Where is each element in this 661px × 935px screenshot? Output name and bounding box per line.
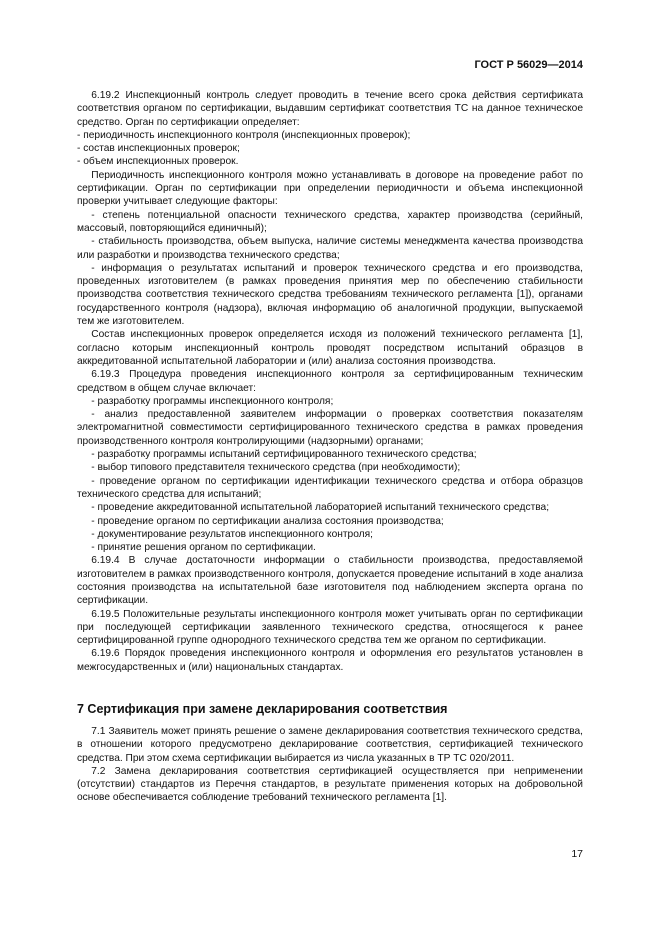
paragraph: 7.1 Заявитель может принять решение о замене декларирования соответствия технического средства, в отношении которого предусмотрено декларирование соответствия, сертификацией технического средства. При этом схема сертификации выбирается из числа указанных в ТР ТС 020/2011. xyxy=(77,726,583,764)
paragraph: - степень потенциальной опасности технического средства, характер производства (серийный, массовый, повторяющийся единичный); xyxy=(77,209,583,234)
paragraph: - стабильность производства, объем выпуска, наличие системы менеджмента качества производства или разработки и производства технического средства; xyxy=(77,236,583,261)
section-heading: 7 Сертификация при замене декларирования соответствия xyxy=(77,702,448,716)
body-text-block xyxy=(77,89,583,674)
paragraph: 7.2 Замена декларирования соответствия сертификацией осуществляется при неприменении (отсутствии) стандартов из Перечня стандартов, в результате применения которых на добровольной основе обеспечивается соблюдение требований технического регламента [1]. xyxy=(77,765,583,804)
paragraph: - состав инспекционных проверок; xyxy=(77,143,240,155)
paragraph: 6.19.5 Положительные результаты инспекционного контроля может учитывать орган по сертификации при последующей сертификации заявленного технического средства, относящегося к ранее сертифицированной группе однородного технического средства тем же органом по сертификации. xyxy=(77,608,583,647)
paragraph: 6.19.4 В случае достаточности информации о стабильности производства, предоставляемой изготовителем в рамках производственного контроля, допускается проведение испытаний в ходе анализа состояния производства на испытательной базе изготовителя под наблюдением эксперта органа по сертификации. xyxy=(77,555,583,607)
paragraph: - анализ предоставленной заявителем информации о проверках соответствия показателям электромагнитной совместимости сертифицированного технического средства в рамках проведения производственного контроля контролирующими (надзорными) органами; xyxy=(77,409,583,447)
paragraph: - проведение органом по сертификации идентификации технического средства и отбора образцов технического средства для испытаний; xyxy=(77,475,583,500)
paragraph: 6.19.6 Порядок проведения инспекционного контроля и оформления его результатов установлен в межгосударственных и (или) национальных стандартах. xyxy=(77,648,583,673)
paragraph: 6.19.3 Процедура проведения инспекционного контроля за сертифицированным техническим средством в общем случае включает: xyxy=(77,369,583,394)
paragraph: Периодичность инспекционного контроля можно устанавливать в договоре на проведение работ по сертификации. Орган по сертификации при определении периодичности и объема инспекционной проверки учитывает следующие факторы: xyxy=(77,169,583,208)
paragraph: - принятие решения органом по сертификации. xyxy=(91,542,316,554)
paragraph: - объем инспекционных проверок. xyxy=(77,156,239,168)
paragraph: - разработку программы инспекционного контроля; xyxy=(91,395,334,407)
paragraph: - выбор типового представителя технического средства (при необходимости); xyxy=(91,462,461,474)
document-code: ГОСТ Р 56029—2014 xyxy=(474,59,583,71)
section-7-text-block xyxy=(77,725,583,805)
paragraph: 6.19.2 Инспекционный контроль следует проводить в течение всего срока действия сертификата соответствия органом по сертификации, выдавшим сертификат соответствия ТС на данное техническое средство. Орган по сертификации определяет: xyxy=(77,90,583,128)
paragraph: Состав инспекционных проверок определяется исходя из положений технического регламента [1], согласно которым инспекционный контроль проводят посредством испытаний образцов в аккредитованной испытательной лаборатории и (или) анализа состояния производства. xyxy=(77,329,583,367)
paragraph: - документирование результатов инспекционного контроля; xyxy=(91,528,373,540)
paragraph: - информация о результатах испытаний и проверок технического средства и его производства, проведенных изготовителем (в рамках проведения принятия мер по обеспечению стабильности производства соответствия технического средства требованиям технического регламента [1]), органами государственного контроля (надзора), включая информацию об аналогичной продукции, выпускаемой тем же изготовителем. xyxy=(77,262,583,328)
paragraph: - периодичность инспекционного контроля (инспекционных проверок); xyxy=(77,129,411,141)
paragraph: - разработку программы испытаний сертифицированного технического средства; xyxy=(91,449,477,461)
paragraph: - проведение аккредитованной испытательной лабораторией испытаний технического средства; xyxy=(91,502,550,514)
paragraph: - проведение органом по сертификации анализа состояния производства; xyxy=(91,515,444,527)
page-number: 17 xyxy=(571,848,583,860)
